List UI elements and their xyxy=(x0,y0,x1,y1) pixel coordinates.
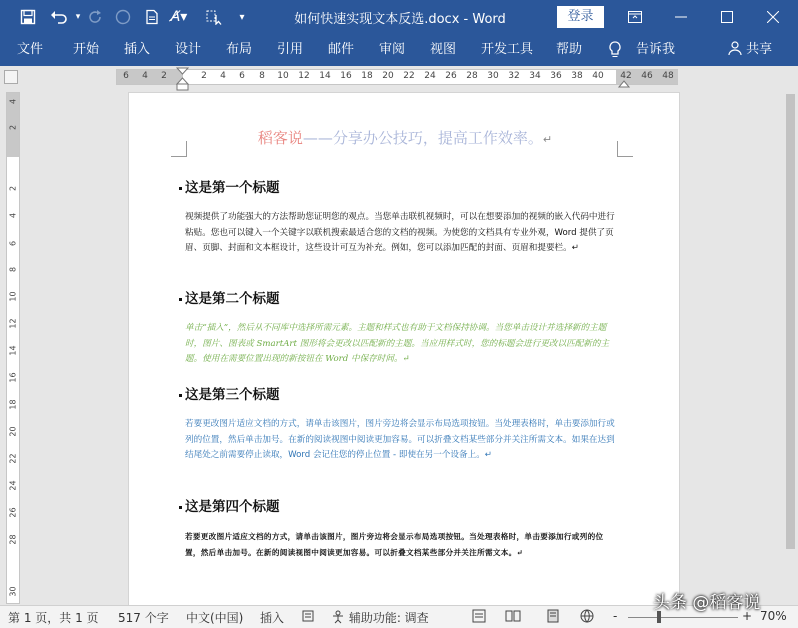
ruler-number: 34 xyxy=(529,71,541,81)
save-icon[interactable] xyxy=(14,0,42,34)
ruler-number: 36 xyxy=(550,71,562,81)
header-brand: 稻客说 xyxy=(257,129,303,147)
header-tagline: ——分享办公技巧，提高工作效率。 xyxy=(302,129,543,147)
tell-me-search[interactable]: 告诉我 xyxy=(636,42,676,57)
language[interactable]: 中文(中国) xyxy=(186,611,244,625)
ruler-number: 26 xyxy=(8,507,18,518)
tab-layout[interactable]: 布局 xyxy=(226,42,253,57)
word-count[interactable]: 517 个字 xyxy=(118,611,169,625)
heading-2[interactable] xyxy=(179,287,280,307)
accessibility-label: 辅助功能: 调查 xyxy=(348,611,429,625)
ruler-number: 26 xyxy=(445,71,457,81)
read-mode-icon[interactable] xyxy=(505,609,521,626)
paragraph-3[interactable]: 若要更改图片适应文档的方式，请单击该图片，图片旁边将会显示布局选项按钮。当处理表格时，单击要添加行或列的位置，然后单击加号。在新的阅读视图中阅读更加容易。可以折叠文档某些部分并关注所需文本。如果在达到结尾处之前需要停止读取，Word 会记住您的停止位置 - 即使在另一个设备上。↵ xyxy=(185,419,615,460)
zoom-out-button[interactable]: - xyxy=(613,609,618,623)
ruler-number: 24 xyxy=(8,480,18,491)
ruler-number: 6 xyxy=(239,71,245,81)
ruler-number: 20 xyxy=(382,71,394,81)
zoom-slider[interactable] xyxy=(628,617,738,618)
ruler-number: 12 xyxy=(298,71,310,81)
select-icon[interactable] xyxy=(202,0,228,34)
accessibility-check[interactable] xyxy=(331,609,429,626)
zoom-level[interactable]: 70% xyxy=(760,609,787,623)
heading-text: 这是第三个标题 xyxy=(185,387,280,403)
ruler-number: 30 xyxy=(487,71,499,81)
redo-icon[interactable] xyxy=(86,0,106,34)
ribbon-display-options-icon[interactable] xyxy=(612,0,658,34)
heading-bullet-icon xyxy=(179,394,182,397)
horizontal-ruler[interactable] xyxy=(116,69,678,85)
heading-bullet-icon xyxy=(179,506,182,509)
share-label: 共享 xyxy=(746,42,773,57)
heading-3[interactable] xyxy=(179,383,280,403)
heading-4[interactable] xyxy=(179,495,280,515)
maximize-icon[interactable] xyxy=(704,0,750,34)
customize-quick-access-icon[interactable]: ▾ xyxy=(239,11,245,23)
tab-help[interactable]: 帮助 xyxy=(556,42,583,57)
title-bar xyxy=(0,0,798,34)
tab-design[interactable]: 设计 xyxy=(175,42,202,57)
ruler-number: 32 xyxy=(508,71,520,81)
tab-review[interactable]: 审阅 xyxy=(379,42,406,57)
ruler-number: 24 xyxy=(424,71,436,81)
vertical-ruler[interactable] xyxy=(6,92,20,604)
ruler-number: 4 xyxy=(8,98,18,105)
ruler-number: 2 xyxy=(8,185,18,192)
right-indent-marker-icon[interactable] xyxy=(618,79,630,88)
format-painter-icon[interactable]: A̸▾ xyxy=(170,9,188,25)
heading-bullet-icon xyxy=(179,187,182,190)
ruler-number: 28 xyxy=(8,534,18,545)
ruler-number: 10 xyxy=(8,291,18,302)
ruler-number: 4 xyxy=(142,71,148,81)
lightbulb-icon[interactable] xyxy=(607,40,623,60)
ruler-number: 4 xyxy=(220,71,226,81)
tab-home[interactable]: 开始 xyxy=(73,42,100,57)
ruler-number: 48 xyxy=(662,71,674,81)
heading-text: 这是第四个标题 xyxy=(185,499,280,515)
undo-dropdown-icon[interactable]: ▾ xyxy=(75,12,81,22)
minimize-icon[interactable] xyxy=(658,0,704,34)
paragraph-4[interactable]: 若要更改图片适应文档的方式，请单击该图片，图片旁边将会显示布局选项按钮。当处理表格时，单击要添加行或列的位置，然后单击加号。在新的阅读视图中阅读更加容易。可以折叠文档某些部分并关注所需文本。↵ xyxy=(185,532,604,557)
share-person-icon xyxy=(728,41,742,55)
login-button[interactable]: 登录 xyxy=(557,6,604,28)
ruler-number: 8 xyxy=(8,266,18,273)
ruler-number: 30 xyxy=(8,586,18,597)
macro-record-icon[interactable] xyxy=(302,609,316,626)
ruler-number: 2 xyxy=(201,71,207,81)
heading-text: 这是第二个标题 xyxy=(185,291,280,307)
ruler-number: 16 xyxy=(340,71,352,81)
accessibility-icon xyxy=(331,610,345,624)
paragraph-mark: ↵ xyxy=(542,133,553,146)
tab-developer[interactable]: 开发工具 xyxy=(481,42,534,57)
document-page[interactable] xyxy=(128,92,680,606)
heading-1[interactable] xyxy=(179,176,280,196)
ruler-number: 20 xyxy=(8,426,18,437)
ruler-number: 14 xyxy=(8,345,18,356)
focus-mode-icon[interactable] xyxy=(472,609,486,626)
ruler-number: 28 xyxy=(466,71,478,81)
paragraph-1[interactable]: 视频提供了功能强大的方法帮助您证明您的观点。当您单击联机视频时，可以在想要添加的视频的嵌入代码中进行粘贴。您也可以键入一个关键字以联机搜索最适合您的文档的视频。为使您的文档具有专业外观，Word 提供了页眉、页脚、封面和文本框设计，这些设计可互为补充。例如，您可以添加匹配的封面、页眉和提要栏。↵ xyxy=(185,212,615,253)
ruler-number: 18 xyxy=(8,399,18,410)
ruler-number: 4 xyxy=(8,212,18,219)
autosave-icon[interactable] xyxy=(112,0,134,34)
ruler-number: 40 xyxy=(592,71,604,81)
close-icon[interactable] xyxy=(750,0,796,34)
paragraph-2[interactable]: 单击“插入”，然后从不同库中选择所需元素。主题和样式也有助于文档保持协调。当您单击设计并选择新的主题时，图片、图表或 SmartArt 图形将会更改以匹配新的主题。当应用样式时，您的标题会进行更改以匹配新的主题。使用在需要位置出现的新按钮在 Word 中保存时间。↵ xyxy=(185,323,610,364)
undo-icon[interactable] xyxy=(46,0,72,34)
zoom-in-button[interactable]: + xyxy=(742,609,753,623)
print-layout-icon[interactable] xyxy=(546,609,560,626)
heading-text: 这是第一个标题 xyxy=(185,180,280,196)
ruler-number: 38 xyxy=(571,71,583,81)
ruler-number: 14 xyxy=(319,71,331,81)
tab-view[interactable]: 视图 xyxy=(430,42,457,57)
scrollbar-thumb[interactable] xyxy=(786,94,795,549)
ruler-number: 2 xyxy=(8,124,18,131)
watermark: 头条 @稻客说 xyxy=(653,593,761,613)
tab-selector[interactable] xyxy=(4,70,18,84)
ruler-number: 10 xyxy=(277,71,289,81)
ruler-number: 16 xyxy=(8,372,18,383)
indent-marker-icon[interactable] xyxy=(176,67,190,91)
page-header[interactable] xyxy=(129,127,680,148)
ruler-number: 6 xyxy=(123,71,129,81)
ruler-number: 18 xyxy=(361,71,373,81)
heading-bullet-icon xyxy=(179,298,182,301)
ruler-number: 22 xyxy=(8,453,18,464)
page-count[interactable]: 第 1 页，共 1 页 xyxy=(8,611,99,625)
new-doc-icon[interactable] xyxy=(140,0,164,34)
vertical-scrollbar[interactable] xyxy=(783,88,798,605)
tab-insert[interactable]: 插入 xyxy=(124,42,151,57)
tab-file[interactable]: 文件 xyxy=(17,42,44,57)
web-layout-icon[interactable] xyxy=(580,609,594,626)
insert-mode[interactable]: 插入 xyxy=(260,611,285,625)
ruler-number: 22 xyxy=(403,71,415,81)
ruler-number: 8 xyxy=(259,71,265,81)
tab-mailings[interactable]: 邮件 xyxy=(328,42,355,57)
ruler-number: 2 xyxy=(161,71,167,81)
ruler-number: 46 xyxy=(641,71,653,81)
document-title: 如何快速实现文本反选.docx - Word xyxy=(294,12,506,27)
ruler-number: 42 xyxy=(620,71,632,81)
tab-references[interactable]: 引用 xyxy=(277,42,304,57)
ruler-number: 12 xyxy=(8,318,18,329)
share-button[interactable] xyxy=(728,34,772,66)
ribbon-tabs xyxy=(0,34,798,66)
ruler-number: 6 xyxy=(8,240,18,247)
